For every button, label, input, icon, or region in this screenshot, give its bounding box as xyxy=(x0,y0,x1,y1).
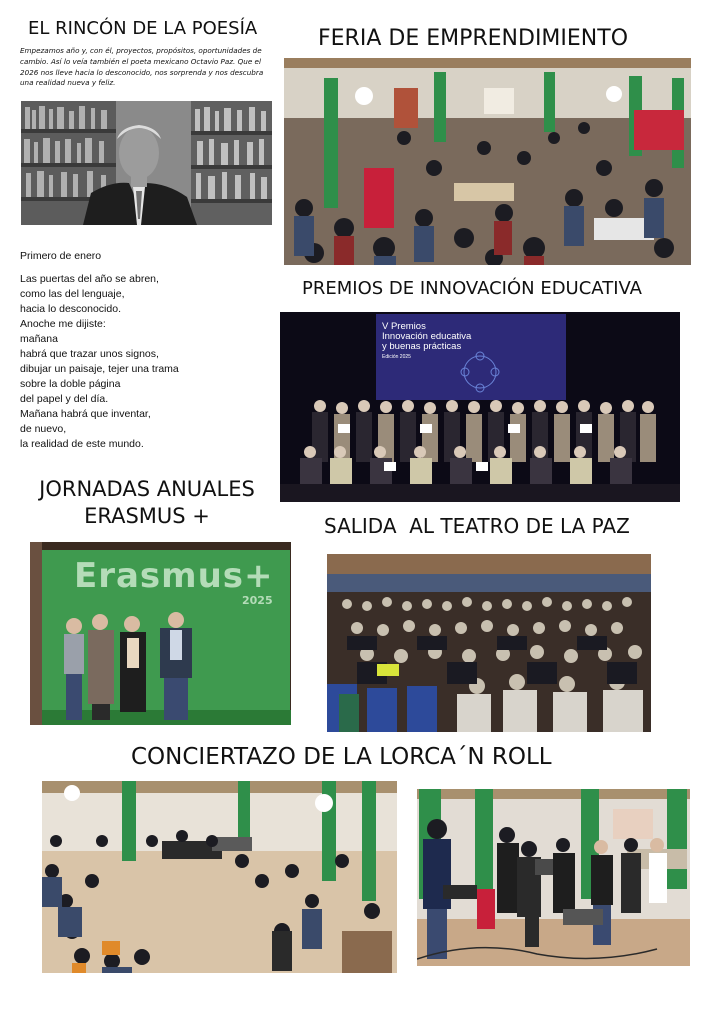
premios-screen-line: Edición 2025 xyxy=(382,354,411,360)
erasmus-heading-line: JORNADAS ANUALES xyxy=(39,477,255,501)
teatro-heading: SALIDA AL TEATRO DE LA PAZ xyxy=(324,514,630,538)
premios-photo xyxy=(280,312,680,502)
premios-screen-line: V Premios xyxy=(382,321,426,332)
premios-screen-line: y buenas prácticas xyxy=(382,341,462,352)
poem-line: Las puertas del año se abren, xyxy=(20,273,159,285)
erasmus-photo xyxy=(30,542,291,725)
poem-line: Anoche me dijiste: xyxy=(20,318,106,330)
poet-portrait-photo xyxy=(21,101,272,225)
poem-line: Mañana habrá que inventar, xyxy=(20,408,151,420)
poem-line: hacia lo desconocido. xyxy=(20,303,121,315)
feria-heading: FERIA DE EMPRENDIMIENTO xyxy=(318,26,629,51)
poetry-heading: EL RINCÓN DE LA POESÍA xyxy=(28,18,258,39)
poem-line: la realidad de este mundo. xyxy=(20,438,144,450)
erasmus-heading xyxy=(24,476,270,530)
concierto-heading: CONCIERTAZO DE LA LORCA´N ROLL xyxy=(131,744,552,770)
erasmus-banner-year: 2025 xyxy=(242,594,273,607)
poem-line: sobre la doble página xyxy=(20,378,121,390)
premios-screen-text xyxy=(382,322,471,362)
erasmus-heading-line: ERASMUS + xyxy=(84,504,210,528)
poetry-intro: Empezamos año y, con él, proyectos, propósitos, oportunidades de cambio. Así lo veía también el poeta mexicano Octavio Paz. Que el 2026 nos lleve hacia lo desconocido, nos sorprenda y nos descubra una realidad nueva y feliz. xyxy=(20,46,264,88)
premios-heading: PREMIOS DE INNOVACIÓN EDUCATIVA xyxy=(302,278,642,299)
poem-title: Primero de enero xyxy=(20,250,102,262)
erasmus-banner-word: Erasmus+ xyxy=(74,556,274,596)
poem-line: dibujar un paisaje, tejer una trama xyxy=(20,363,179,375)
poem-line: de nuevo, xyxy=(20,423,67,435)
premios-screen-line: Innovación educativa xyxy=(382,331,472,342)
poem-line: como las del lenguaje, xyxy=(20,288,125,300)
concierto-photo-wide xyxy=(42,781,397,973)
poem-line: mañana xyxy=(20,333,58,345)
poem-body xyxy=(20,272,179,452)
feria-photo xyxy=(284,58,691,265)
concierto-photo-band xyxy=(417,789,690,966)
poem-line: del papel y del día. xyxy=(20,393,109,405)
poem-line: habrá que trazar unos signos, xyxy=(20,348,159,360)
teatro-photo xyxy=(327,554,651,732)
